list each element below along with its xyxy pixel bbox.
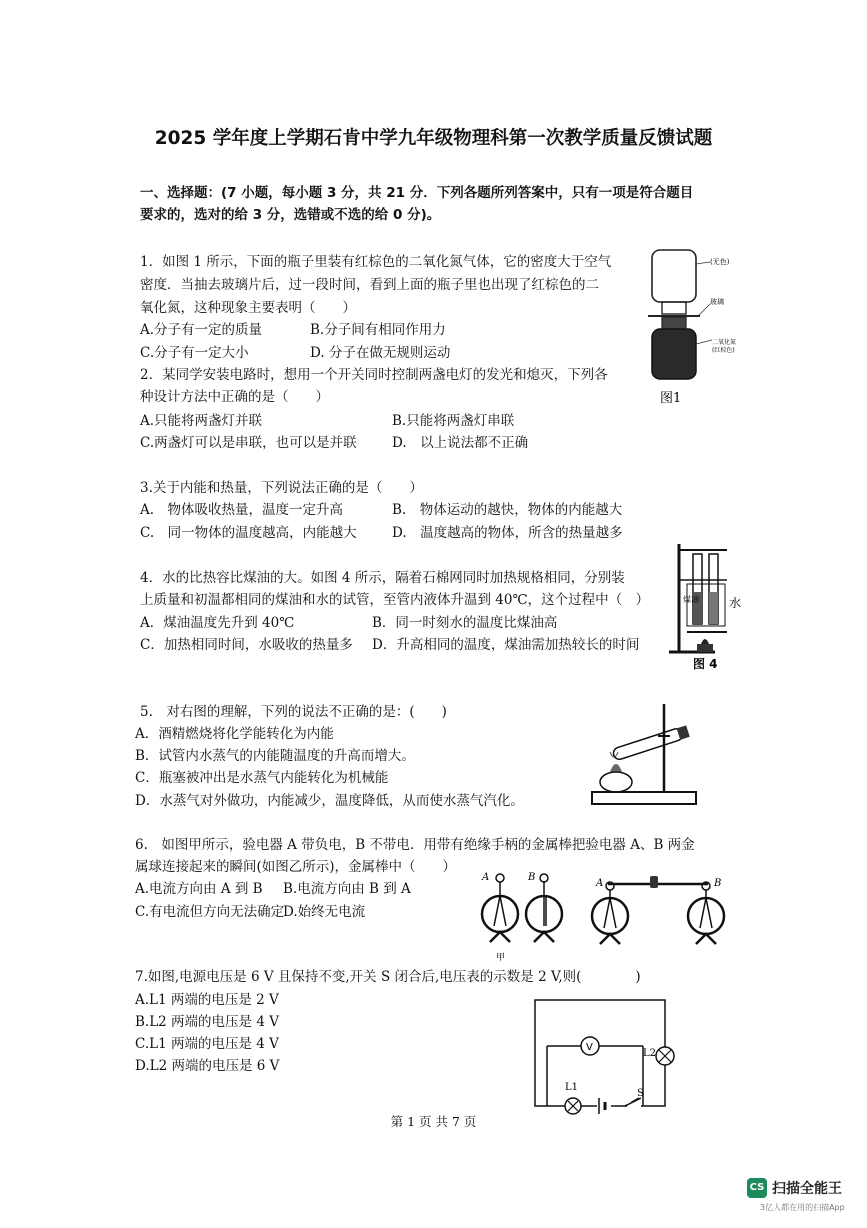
q7-option-b: B.L2 两端的电压是 4 V (135, 1014, 279, 1030)
q1-option-c: C.分子有一定大小 (140, 345, 249, 361)
fig6-jia-label: 甲 (496, 953, 506, 962)
q7-line1: 7.如图,电源电压是 6 V 且保持不变,开关 S 闭合后,电压表的示数是 2 V,则( ) (135, 969, 641, 985)
q5-line1: 5. 对右图的理解，下列的说法不正确的是：( ) (140, 704, 447, 720)
electroscope-b-jia (526, 872, 562, 942)
q7-option-c: C.L1 两端的电压是 4 V (135, 1036, 279, 1052)
q1-option-d: D. 分子在做无规则运动 (310, 345, 451, 361)
q4-option-b: B．同一时刻水的温度比煤油高 (372, 615, 558, 631)
svg-text:A: A (482, 872, 490, 883)
figure-5-steam-tube (588, 700, 708, 812)
q5-option-a: A．酒精燃烧将化学能转化为内能 (135, 726, 334, 742)
q1-option-a: A.分子有一定的质量 (140, 322, 263, 338)
q4-option-a: A．煤油温度先升到 40℃ (140, 615, 295, 631)
q5-option-b: B．试管内水蒸气的内能随温度的升高而增大。 (135, 748, 415, 764)
q3-option-a: A. 物体吸收热量，温度一定升高 (140, 502, 344, 518)
q2-line1: 2．某同学安装电路时，想用一个开关同时控制两盏电灯的发光和熄灭，下列各 (140, 367, 608, 383)
svg-text:B: B (528, 872, 536, 883)
figure-6-electroscopes (470, 866, 740, 962)
section-heading-line2: 要求的，选对的给 3 分，选错或不选的给 0 分)。 (140, 207, 441, 223)
svg-text:V: V (586, 1042, 593, 1053)
fig4-oil-label: 煤油 (683, 595, 699, 604)
q6-option-c: C.有电流但方向无法确定 (135, 904, 285, 920)
q2-option-b: B.只能将两盏灯串联 (392, 413, 515, 429)
figure-4-caption: 图 4 (693, 657, 718, 671)
q3-line1: 3.关于内能和热量，下列说法正确的是（ ） (140, 480, 423, 496)
q2-option-a: A.只能将两盏灯并联 (140, 413, 263, 429)
svg-text:L2: L2 (643, 1048, 657, 1059)
q4-option-c: C．加热相同时间，水吸收的热量多 (140, 637, 353, 653)
q6-option-b: B.电流方向由 B 到 A (283, 881, 411, 897)
q6-option-d: D.始终无电流 (283, 904, 366, 920)
page-footer: 第 1 页 共 7 页 (390, 1114, 477, 1129)
q6-option-a: A.电流方向由 A 到 B (135, 881, 263, 897)
q1-line1: 1．如图 1 所示，下面的瓶子里装有红棕色的二氧化氮气体，它的密度大于空气 (140, 254, 612, 270)
fig1-label-no2: 二氧化氮 (712, 339, 737, 346)
q6-line2: 属球连接起来的瞬间(如图乙所示)，金属棒中（ ） (135, 859, 457, 875)
q1-line2: 密度．当抽去玻璃片后，过一段时间，看到上面的瓶子里也出现了红棕色的二 (140, 277, 599, 293)
q2-option-c: C.两盏灯可以是串联，也可以是并联 (140, 435, 357, 451)
watermark-slogan: 3亿人都在用的扫描App (760, 1203, 845, 1212)
svg-text:B: B (714, 878, 722, 889)
q7-option-d: D.L2 两端的电压是 6 V (135, 1058, 280, 1074)
camscanner-logo-icon: CS (747, 1178, 767, 1198)
fig4-water-label: 水 (729, 596, 742, 610)
figure-7-circuit (525, 994, 675, 1118)
svg-text:A: A (596, 878, 604, 889)
watermark-brand: 扫描全能王 (772, 1181, 842, 1197)
q3-option-b: B. 物体运动的越快，物体的内能越大 (392, 502, 623, 518)
q4-line1: 4．水的比热容比煤油的大。如图 4 所示，隔着石棉网同时加热规格相同，分别装 (140, 570, 625, 586)
q5-option-d: D．水蒸气对外做功，内能减少，温度降低，从而使水蒸气汽化。 (135, 793, 524, 809)
svg-text:L1: L1 (565, 1082, 579, 1093)
figure-1-bottles (630, 244, 740, 414)
figure-4-heating (665, 540, 755, 672)
q2-option-d: D. 以上说法都不正确 (392, 435, 529, 451)
q1-line3: 氧化氮，这种现象主要表明（ ） (140, 300, 356, 316)
figure-1-caption: 图1 (660, 391, 682, 406)
fig1-label-glass: 玻璃 (710, 298, 724, 306)
q3-option-c: C. 同一物体的温度越高，内能越大 (140, 525, 357, 541)
electroscope-a-jia (481, 872, 518, 942)
q1-option-b: B.分子间有相同作用力 (310, 322, 446, 338)
electroscopes-yi-connected (592, 876, 724, 944)
page-title: 2025 学年度上学期石肯中学九年级物理科第一次教学质量反馈试题 (154, 128, 713, 149)
fig1-label-reddish: (红棕色) (712, 347, 735, 354)
q6-line1: 6. 如图甲所示，验电器 A 带负电，B 不带电．用带有绝缘手柄的金属棒把验电器 A、B 两金 (135, 837, 695, 853)
section-heading-line1: 一、选择题：(7 小题，每小题 3 分，共 21 分．下列各题所列答案中，只有一项是符合题目 (140, 185, 694, 201)
q2-line2: 种设计方法中正确的是（ ） (140, 389, 329, 405)
svg-text:S: S (637, 1088, 644, 1099)
q4-option-d: D．升高相同的温度，煤油需加热较长的时间 (372, 637, 640, 653)
q3-option-d: D. 温度越高的物体，所含的热量越多 (392, 525, 623, 541)
fig1-label-colorless: (无色) (710, 258, 730, 266)
q5-option-c: C．瓶塞被冲出是水蒸气内能转化为机械能 (135, 770, 389, 786)
q4-line2: 上质量和初温都相同的煤油和水的试管，至管内液体升温到 40℃，这个过程中（ ） (140, 592, 650, 608)
q7-option-a: A.L1 两端的电压是 2 V (135, 992, 279, 1008)
